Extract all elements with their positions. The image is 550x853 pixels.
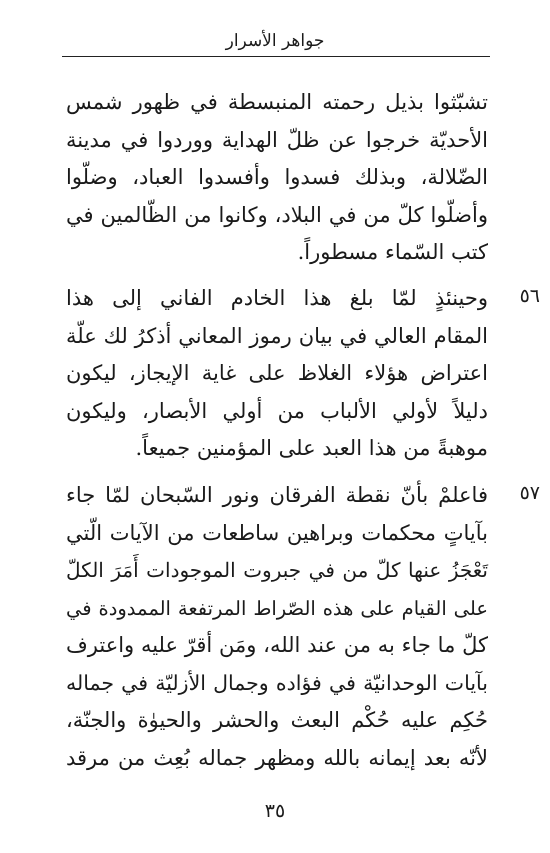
text-line: دليلاً لأولي الألباب من أولي الأبصار، وليكون bbox=[66, 398, 488, 423]
text-line: كلّ ما جاء به من عند الله، ومَن أقرّ عليه واعترف bbox=[66, 633, 488, 657]
text-line: تشبّثوا بذيل رحمته المنبسطة في ظهور شمس bbox=[66, 90, 488, 114]
text-line: المقام العالي في بيان رموز المعاني أذكرُ لك علّة bbox=[66, 323, 488, 348]
text-line: بآيات الوحدانيّة في فؤاده وجمال الأزليّة في جماله bbox=[66, 670, 488, 695]
text-line: موهبةً من هذا العبد على المؤمنين جميعاً. bbox=[135, 436, 488, 460]
text-line: بآياتٍ محكمات وبراهين ساطعات من الآيات الّتي bbox=[66, 520, 488, 545]
text-line: تَعْجَزُ عنها كلّ من في جبروت الموجودات أَمَرَ الكلّ bbox=[66, 558, 488, 582]
text-line: فاعلمْ بأنّ نقطة الفرقان ونور السّبحان لمّا جاء bbox=[66, 483, 488, 507]
text-line: الأحديّة خرجوا عن ظلّ الهداية ووردوا في مدينة bbox=[66, 127, 488, 152]
text-line: كتب السّماء مسطوراً. bbox=[297, 240, 488, 264]
paragraph-56 bbox=[66, 280, 488, 468]
paragraph-57 bbox=[66, 477, 488, 777]
text-line: على القيام على هذه الصّراط المرتفعة الممدودة في bbox=[66, 596, 488, 620]
text-line: وحينئذٍ لمّا بلغ هذا الخادم الفاني إلى هذا bbox=[66, 286, 488, 310]
paragraph-continuation bbox=[66, 84, 488, 272]
text-line: الضّلالة، وبذلك فسدوا وأفسدوا العباد، وضلّوا bbox=[66, 165, 488, 189]
page-number: ٣٥ bbox=[264, 800, 286, 822]
header-rule bbox=[62, 56, 490, 57]
paragraph-number-57: ٥٧ bbox=[519, 482, 540, 504]
paragraph-number-56: ٥٦ bbox=[519, 285, 540, 307]
running-header-title: جواهر الأسرار bbox=[225, 31, 325, 51]
text-line: لأنّه بعد إيمانه بالله ومظهر جماله بُعِث من مرقد bbox=[66, 745, 488, 770]
text-line: وأضلّوا كلّ من في البلاد، وكانوا من الظّالمين في bbox=[66, 202, 488, 227]
text-line: حُكِم عليه حُكْم البعث والحشر والحيوٰة والجنّة، bbox=[66, 708, 488, 732]
text-line: اعتراض هؤلاء الغلاظ على غاية الإيجاز، ليكون bbox=[66, 361, 488, 385]
